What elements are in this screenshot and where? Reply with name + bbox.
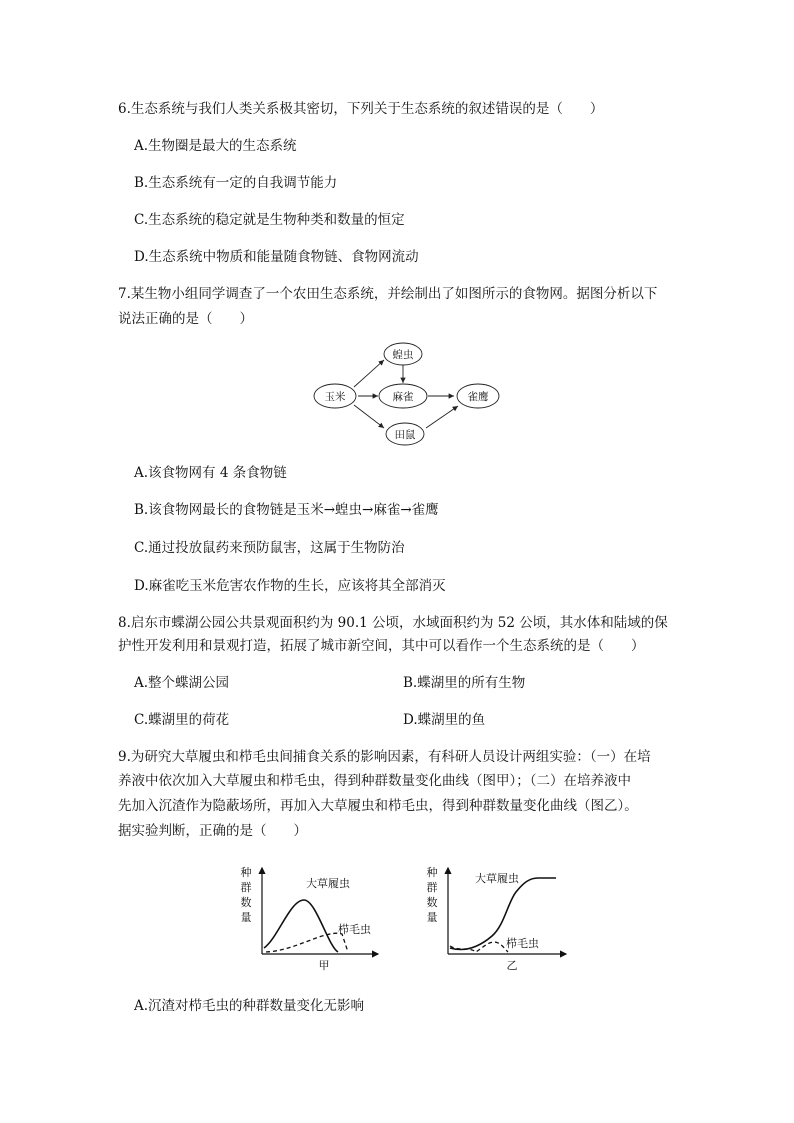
edge-vole-hawk [426, 406, 458, 428]
node-label-sparrow: 麻雀 [392, 391, 414, 403]
q9-stem-line3: 先加入沉渣作为隐蔽场所，再加入大草履虫和栉毛虫，得到种群数量变化曲线（图乙）。 [118, 798, 638, 814]
q9-stem-line1: 9.为研究大草履虫和栉毛虫间捕食关系的影响因素，有科研人员设计两组实验：（一）在培 [118, 749, 651, 765]
graph-jia-ylabel-1: 群 [240, 881, 252, 894]
q8-option-d: D.蝶湖里的鱼 [403, 712, 486, 728]
graph-jia-caption: 甲 [318, 959, 330, 972]
graph-jia-ylabel-2: 数 [240, 896, 252, 909]
q7-stem-line2: 说法正确的是（ ） [118, 311, 253, 327]
graph-jia-label-paramecium: 大草履虫 [306, 877, 350, 890]
graph-jia [236, 856, 396, 976]
q6-option-b: B.生态系统有一定的自我调节能力 [134, 175, 338, 191]
q8-stem-line2: 护性开发利用和景观打造，拓展了城市新空间，其中可以看作一个生态系统的是（ ） [118, 638, 645, 654]
food-web-diagram [310, 340, 500, 450]
graph-yi-label-didinium: 栉毛虫 [506, 937, 539, 950]
graph-jia-ylabel-3: 量 [240, 911, 252, 924]
q8-option-b: B.蝶湖里的所有生物 [403, 675, 526, 691]
graph-yi-ylabel-3: 量 [426, 911, 438, 924]
q8-option-a: A.整个蝶湖公园 [134, 675, 230, 691]
q6-option-c: C.生态系统的稳定就是生物种类和数量的恒定 [134, 212, 405, 228]
graph-yi-ylabel-2: 数 [426, 896, 438, 909]
q6-option-a: A.生物圈是最大的生态系统 [134, 138, 297, 154]
graph-yi-ylabel-1: 群 [426, 881, 438, 894]
q7-option-c: C.通过投放鼠药来预防鼠害，这属于生物防治 [134, 540, 405, 556]
node-label-locust: 蝗虫 [392, 349, 414, 361]
q8-stem-line1: 8.启东市蝶湖公园公共景观面积约为 90.1 公顷，水域面积约为 52 公顷，其水体和陆域的保 [118, 615, 668, 631]
q9-option-a: A.沉渣对栉毛虫的种群数量变化无影响 [134, 998, 365, 1014]
q9-stem-line4: 据实验判断，正确的是（ ） [118, 823, 307, 839]
q7-stem-line1: 7.某生物小组同学调查了一个农田生态系统，并绘制出了如图所示的食物网。据图分析以下 [118, 286, 658, 302]
node-label-hawk: 雀鹰 [467, 391, 489, 403]
graph-yi-curve-didinium [450, 942, 508, 952]
q8-option-c: C.蝶湖里的荷花 [134, 712, 230, 728]
edge-corn-vole [354, 405, 384, 428]
q6-option-d: D.生态系统中物质和能量随食物链、食物网流动 [134, 249, 419, 265]
graph-jia-ylabel-0: 种 [240, 866, 252, 879]
edge-corn-locust [354, 360, 384, 387]
q7-option-a: A.该食物网有 4 条食物链 [134, 465, 287, 481]
q9-stem-line2: 养液中依次加入大草履虫和栉毛虫，得到种群数量变化曲线（图甲）；（二）在培养液中 [118, 773, 631, 789]
q6-stem: 6.生态系统与我们人类关系极其密切，下列关于生态系统的叙述错误的是（ ） [118, 101, 604, 117]
graph-yi-curve-paramecium [450, 878, 556, 950]
graph-jia-label-didinium: 栉毛虫 [338, 923, 371, 936]
graph-yi [420, 856, 580, 976]
node-label-vole: 田鼠 [394, 429, 416, 441]
node-label-corn: 玉米 [324, 391, 346, 403]
graph-yi-ylabel-0: 种 [426, 866, 438, 879]
q7-option-d: D.麻雀吃玉米危害农作物的生长，应该将其全部消灭 [134, 578, 446, 594]
q7-option-b: B.该食物网最长的食物链是玉米→蝗虫→麻雀→雀鹰 [134, 502, 439, 518]
graph-yi-label-paramecium: 大草履虫 [475, 872, 519, 885]
graph-yi-caption: 乙 [506, 959, 518, 972]
